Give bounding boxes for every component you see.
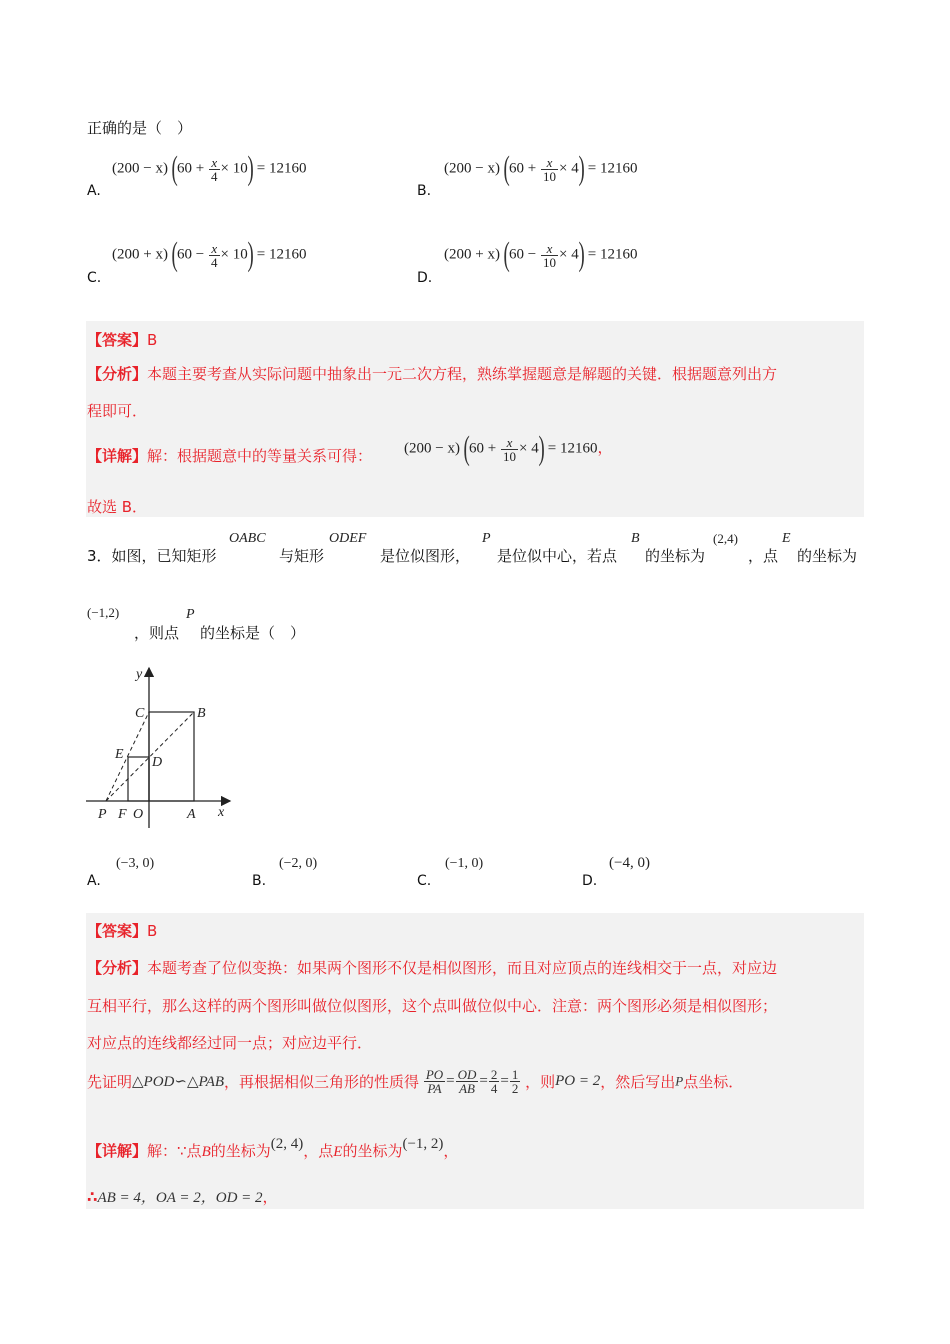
q3-math-E: E — [782, 531, 791, 546]
q2-detail-equation: (200 − x) (60 + $\frac{x}{10}$ × 4) = 12160， — [404, 430, 613, 467]
label-P: P — [98, 807, 107, 822]
label-O: O — [133, 807, 144, 822]
q3-stem-part9: 的坐标是（ ） — [200, 624, 306, 642]
q2-analysis-line2: 程即可． — [87, 402, 148, 420]
q3-option-d-value[interactable]: (−4, 0) — [609, 855, 650, 871]
label-D: D — [152, 755, 163, 770]
label-C: C — [135, 706, 145, 721]
q2-option-b-equation[interactable]: (200 − x) (60 + $\frac{x}{10}$ × 4) = 12160 — [444, 150, 638, 187]
q3-option-b-value[interactable]: (−2, 0) — [279, 856, 318, 871]
rect-ODEF — [128, 757, 149, 801]
q3-option-b-letter[interactable]: B. — [252, 873, 267, 889]
q3-math-OABC: OABC — [229, 531, 266, 546]
label-x: x — [218, 805, 225, 820]
q3-analysis-line3: 对应点的连线都经过同一点；对应边平行． — [87, 1034, 373, 1052]
q2-option-a-letter[interactable]: A. — [87, 183, 101, 199]
q3-detail-line2: ∴AB = 4，OA = 2，OD = 2， — [87, 1188, 278, 1206]
eq-rhs: = 12160 — [256, 160, 307, 177]
label-E: E — [115, 747, 124, 762]
q2-solution-box — [86, 321, 864, 517]
q3-stem-part5: 的坐标为 — [645, 547, 706, 565]
label-A: A — [187, 807, 196, 822]
q3-analysis-line1: 【分析】本题考查了位似变换：如果两个图形不仅是相似图形，而且对应顶点的连线相交于一点，对应边 — [87, 959, 778, 977]
q3-math-B: B — [631, 531, 640, 546]
q3-analysis-line2: 互相平行，那么这样的两个图形叫做位似图形，这个点叫做位似中心．注意：两个图形必须是相似图形； — [87, 997, 778, 1015]
q3-stem-part3: 是位似图形， — [380, 547, 471, 565]
q3-analysis-line4: 先证明△POD∽△PAB，再根据相似三角形的性质得 $\frac{PO}{PA}$ = $\frac{OD}{AB}$ = $\frac{2}{4}$ = $\frac{1}{2}$ ，则PO = 2，然后写出P点坐标． — [87, 1067, 744, 1096]
q3-math-P2: P — [186, 607, 195, 622]
q3-stem-part8: ，则点 — [134, 624, 180, 642]
label-F: F — [118, 807, 127, 822]
q2-stem: 正确的是（ ） — [87, 119, 193, 137]
q3-answer: 【答案】B — [87, 922, 158, 940]
q3-stem-part1: 3．如图，已知矩形 — [87, 547, 217, 565]
q2-choose: 故选 B． — [87, 498, 148, 516]
q3-stem-part6: ，点 — [748, 547, 779, 565]
q3-option-a-letter[interactable]: A. — [87, 873, 101, 889]
q3-stem-part2: 与矩形 — [279, 547, 325, 565]
q2-option-d-letter[interactable]: D. — [417, 270, 433, 286]
q3-math-P: P — [482, 531, 491, 546]
q3-detail-line1: 【详解】解：∵点B的坐标为(2, 4)，点E的坐标为(−1, 2)， — [87, 1136, 459, 1160]
q3-option-d-letter[interactable]: D. — [582, 873, 598, 889]
q2-option-b-letter[interactable]: B. — [417, 183, 432, 199]
q2-answer: 【答案】B — [87, 331, 158, 349]
q2-option-a-equation[interactable]: (200 − x) (60 + $\frac{x}{4}$ × 10) = 12160 — [112, 150, 307, 187]
q2-analysis-line1: 【分析】本题主要考查从实际问题中抽象出一元二次方程，熟练掌握题意是解题的关键．根据题意列出方 — [87, 365, 778, 383]
q2-option-c-equation[interactable]: (200 + x) (60 − $\frac{x}{4}$ × 10) = 12160 — [112, 236, 307, 273]
q3-option-a-value[interactable]: (−3, 0) — [116, 856, 155, 871]
q3-option-c-letter[interactable]: C. — [417, 873, 432, 889]
q2-detail-label: 【详解】解：根据题意中的等量关系可得： — [87, 447, 373, 465]
q3-math-E-coord: (−1,2) — [87, 605, 120, 620]
q3-math-B-coord: (2,4) — [713, 531, 738, 546]
label-B: B — [197, 706, 206, 721]
label-y: y — [136, 667, 143, 682]
q3-stem-part4: 是位似中心，若点 — [497, 547, 618, 565]
q3-figure — [80, 660, 240, 830]
q2-option-c-letter[interactable]: C. — [87, 270, 102, 286]
q3-math-ODEF: ODEF — [329, 531, 367, 546]
eq-left: (200 − x) — [112, 160, 168, 177]
q2-option-d-equation[interactable]: (200 + x) (60 − $\frac{x}{10}$ × 4) = 12160 — [444, 236, 638, 273]
q3-option-c-value[interactable]: (−1, 0) — [445, 856, 484, 871]
q3-stem-part7: 的坐标为 — [797, 547, 858, 565]
